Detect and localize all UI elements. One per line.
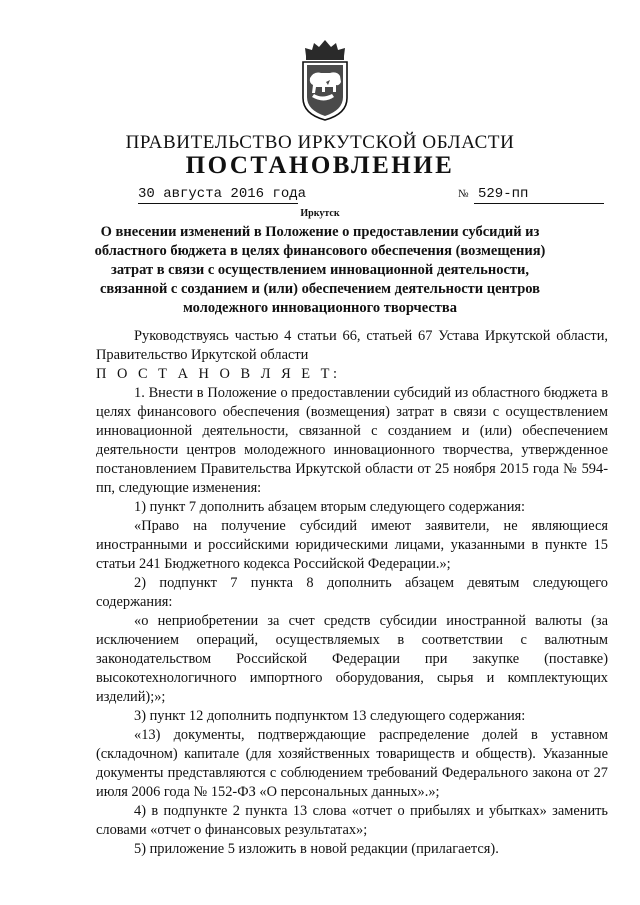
city-name: Иркутск bbox=[300, 208, 340, 219]
number-value: 529-пп bbox=[478, 186, 529, 202]
subitem-4-paragraph: 4) в подпункте 2 пункта 13 слова «отчет о прибылях и убытках» заменить словами «отчет о финансовых результатах»; bbox=[96, 803, 608, 838]
item-1-paragraph: 1. Внести в Положение о предоставлении субсидий из областного бюджета в целях финансового обеспечения (возмещения) затрат в связи с осуществлением инновационной деятельности, связанной с созданием и (или) обеспечением деятельности центров молодежного инновационного творчества, утвержденное постановлением Правительства Иркутской области от 25 ноября 2015 года № 594-пп, следующие изменения: bbox=[96, 385, 608, 496]
document-date bbox=[138, 186, 306, 202]
date-underline bbox=[138, 203, 298, 204]
document-body bbox=[96, 327, 608, 859]
subitem-2-paragraph: 2) подпункт 7 пункта 8 дополнить абзацем девятым следующего содержания: bbox=[96, 575, 608, 610]
subitem-1-paragraph: 1) пункт 7 дополнить абзацем вторым следующего содержания: bbox=[134, 499, 526, 515]
document-number bbox=[458, 186, 528, 202]
decree-word: П О С Т А Н О В Л Я Е Т: bbox=[96, 366, 341, 382]
date-value: 30 августа 2016 года bbox=[138, 186, 307, 202]
number-underline bbox=[474, 203, 604, 204]
government-name: ПРАВИТЕЛЬСТВО ИРКУТСКОЙ ОБЛАСТИ bbox=[125, 132, 515, 153]
preamble-paragraph: Руководствуясь частью 4 статьи 66, статьей 67 Устава Иркутской области, Правительство Иркутской области bbox=[96, 328, 608, 363]
document-title: О внесении изменений в Положение о предоставлении субсидий из областного бюджета в целях финансового обеспечения (возмещения) затрат в связи с осуществлением инновационной деятельности, связанной с созданием и (или) обеспечением деятельности центров молодежного инновационного творчества bbox=[94, 224, 546, 316]
number-mark: № bbox=[458, 188, 469, 200]
subitem-2-text: «о неприобретении за счет средств субсидии иностранной валюты (за исключением операций, осуществляемых в соответствии с валютным законодательством Российской Федерации при закупке (поставке) высокотехнологичного импортного оборудования, сырья и комплектующих изделий);»; bbox=[96, 613, 608, 705]
subitem-1-text: «Право на получение субсидий имеют заявители, не являющиеся иностранными и российскими юридическими лицами, указанными в пункте 15 статьи 241 Бюджетного кодекса Российской Федерации.»; bbox=[96, 518, 608, 572]
irkutsk-coat-of-arms-icon bbox=[300, 38, 350, 122]
subitem-5-paragraph: 5) приложение 5 изложить в новой редакции (прилагается). bbox=[134, 841, 499, 857]
document-type: ПОСТАНОВЛЕНИЕ bbox=[185, 152, 455, 179]
subitem-3-text: «13) документы, подтверждающие распределение долей в уставном (складочном) капитале (для хозяйственных товариществ и обществ). Указанные документы представляются с соблюдением требований Федерального закона от 27 июля 2006 года № 152-ФЗ «О персональных данных».»; bbox=[96, 727, 608, 800]
subitem-3-paragraph: 3) пункт 12 дополнить подпунктом 13 следующего содержания: bbox=[134, 708, 526, 724]
